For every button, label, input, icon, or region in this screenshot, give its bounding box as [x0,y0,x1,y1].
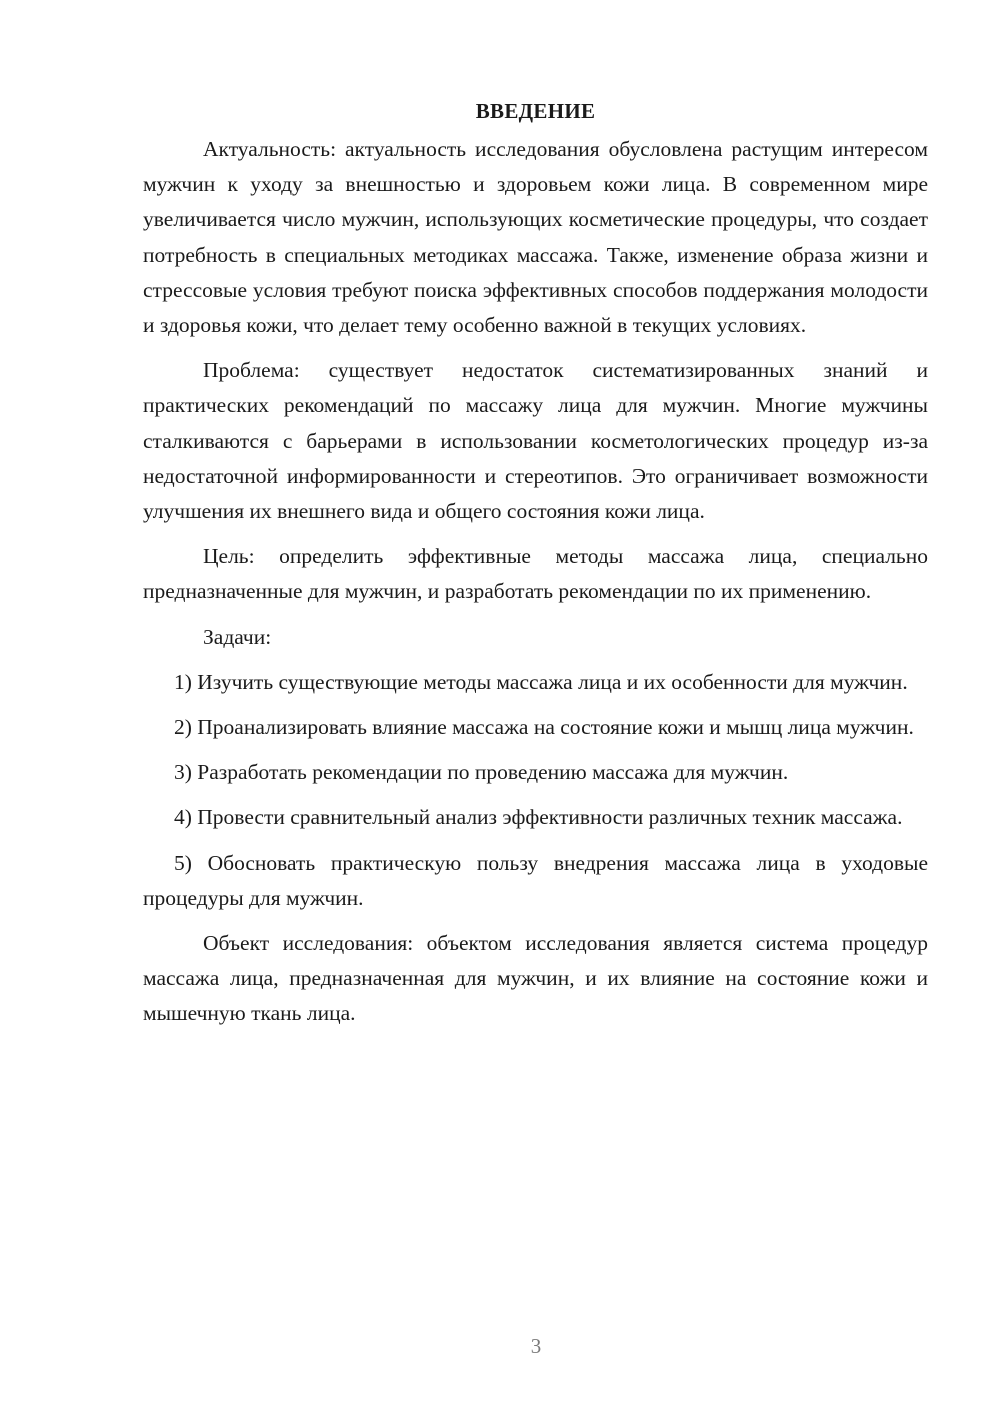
paragraph-problem: Проблема: существует недостаток систематизированных знаний и практических рекомендаций по массажу лица для мужчин. Многие мужчины сталкиваются с барьерами в использовании косметологических процедур из-за недостаточной информированности и стереотипов. Это ограничивает возможности улучшения их внешнего вида и общего состояния кожи лица. [143,358,928,524]
tasks-list [143,665,928,916]
task-item: 4) Провести сравнительный анализ эффективности различных техник массажа. [174,805,903,830]
paragraph-relevance: Актуальность: актуальность исследования обусловлена растущим интересом мужчин к уходу за внешностью и здоровьем кожи лица. В современном мире увеличивается число мужчин, использующих косметические процедуры, что создает потребность в специальных методиках массажа. Также, изменение образа жизни и стрессовые условия требуют поиска эффективных способов поддержания молодости и здоровья кожи, что делает тему особенно важной в текущих условиях. [143,137,928,338]
tasks-heading: Задачи: [203,624,272,649]
paragraph-object: Объект исследования: объектом исследования является система процедур массажа лица, предназначенная для мужчин, и их влияние на состояние кожи и мышечную ткань лица. [143,931,928,1026]
section-title: ВВЕДЕНИЕ [475,99,596,123]
task-item: 1) Изучить существующие методы массажа лица и их особенности для мужчин. [174,669,908,694]
task-item: 5) Обосновать практическую пользу внедрения массажа лица в уходовые процедуры для мужчин. [143,850,928,910]
paragraph-goal: Цель: определить эффективные методы массажа лица, специально предназначенные для мужчин, и разработать рекомендации по их применению. [143,544,928,604]
page-number: 3 [530,1334,542,1358]
task-item: 3) Разработать рекомендации по проведению массажа для мужчин. [174,760,789,785]
page-content [143,96,928,1042]
task-item: 2) Проанализировать влияние массажа на состояние кожи и мышц лица мужчин. [174,715,914,740]
